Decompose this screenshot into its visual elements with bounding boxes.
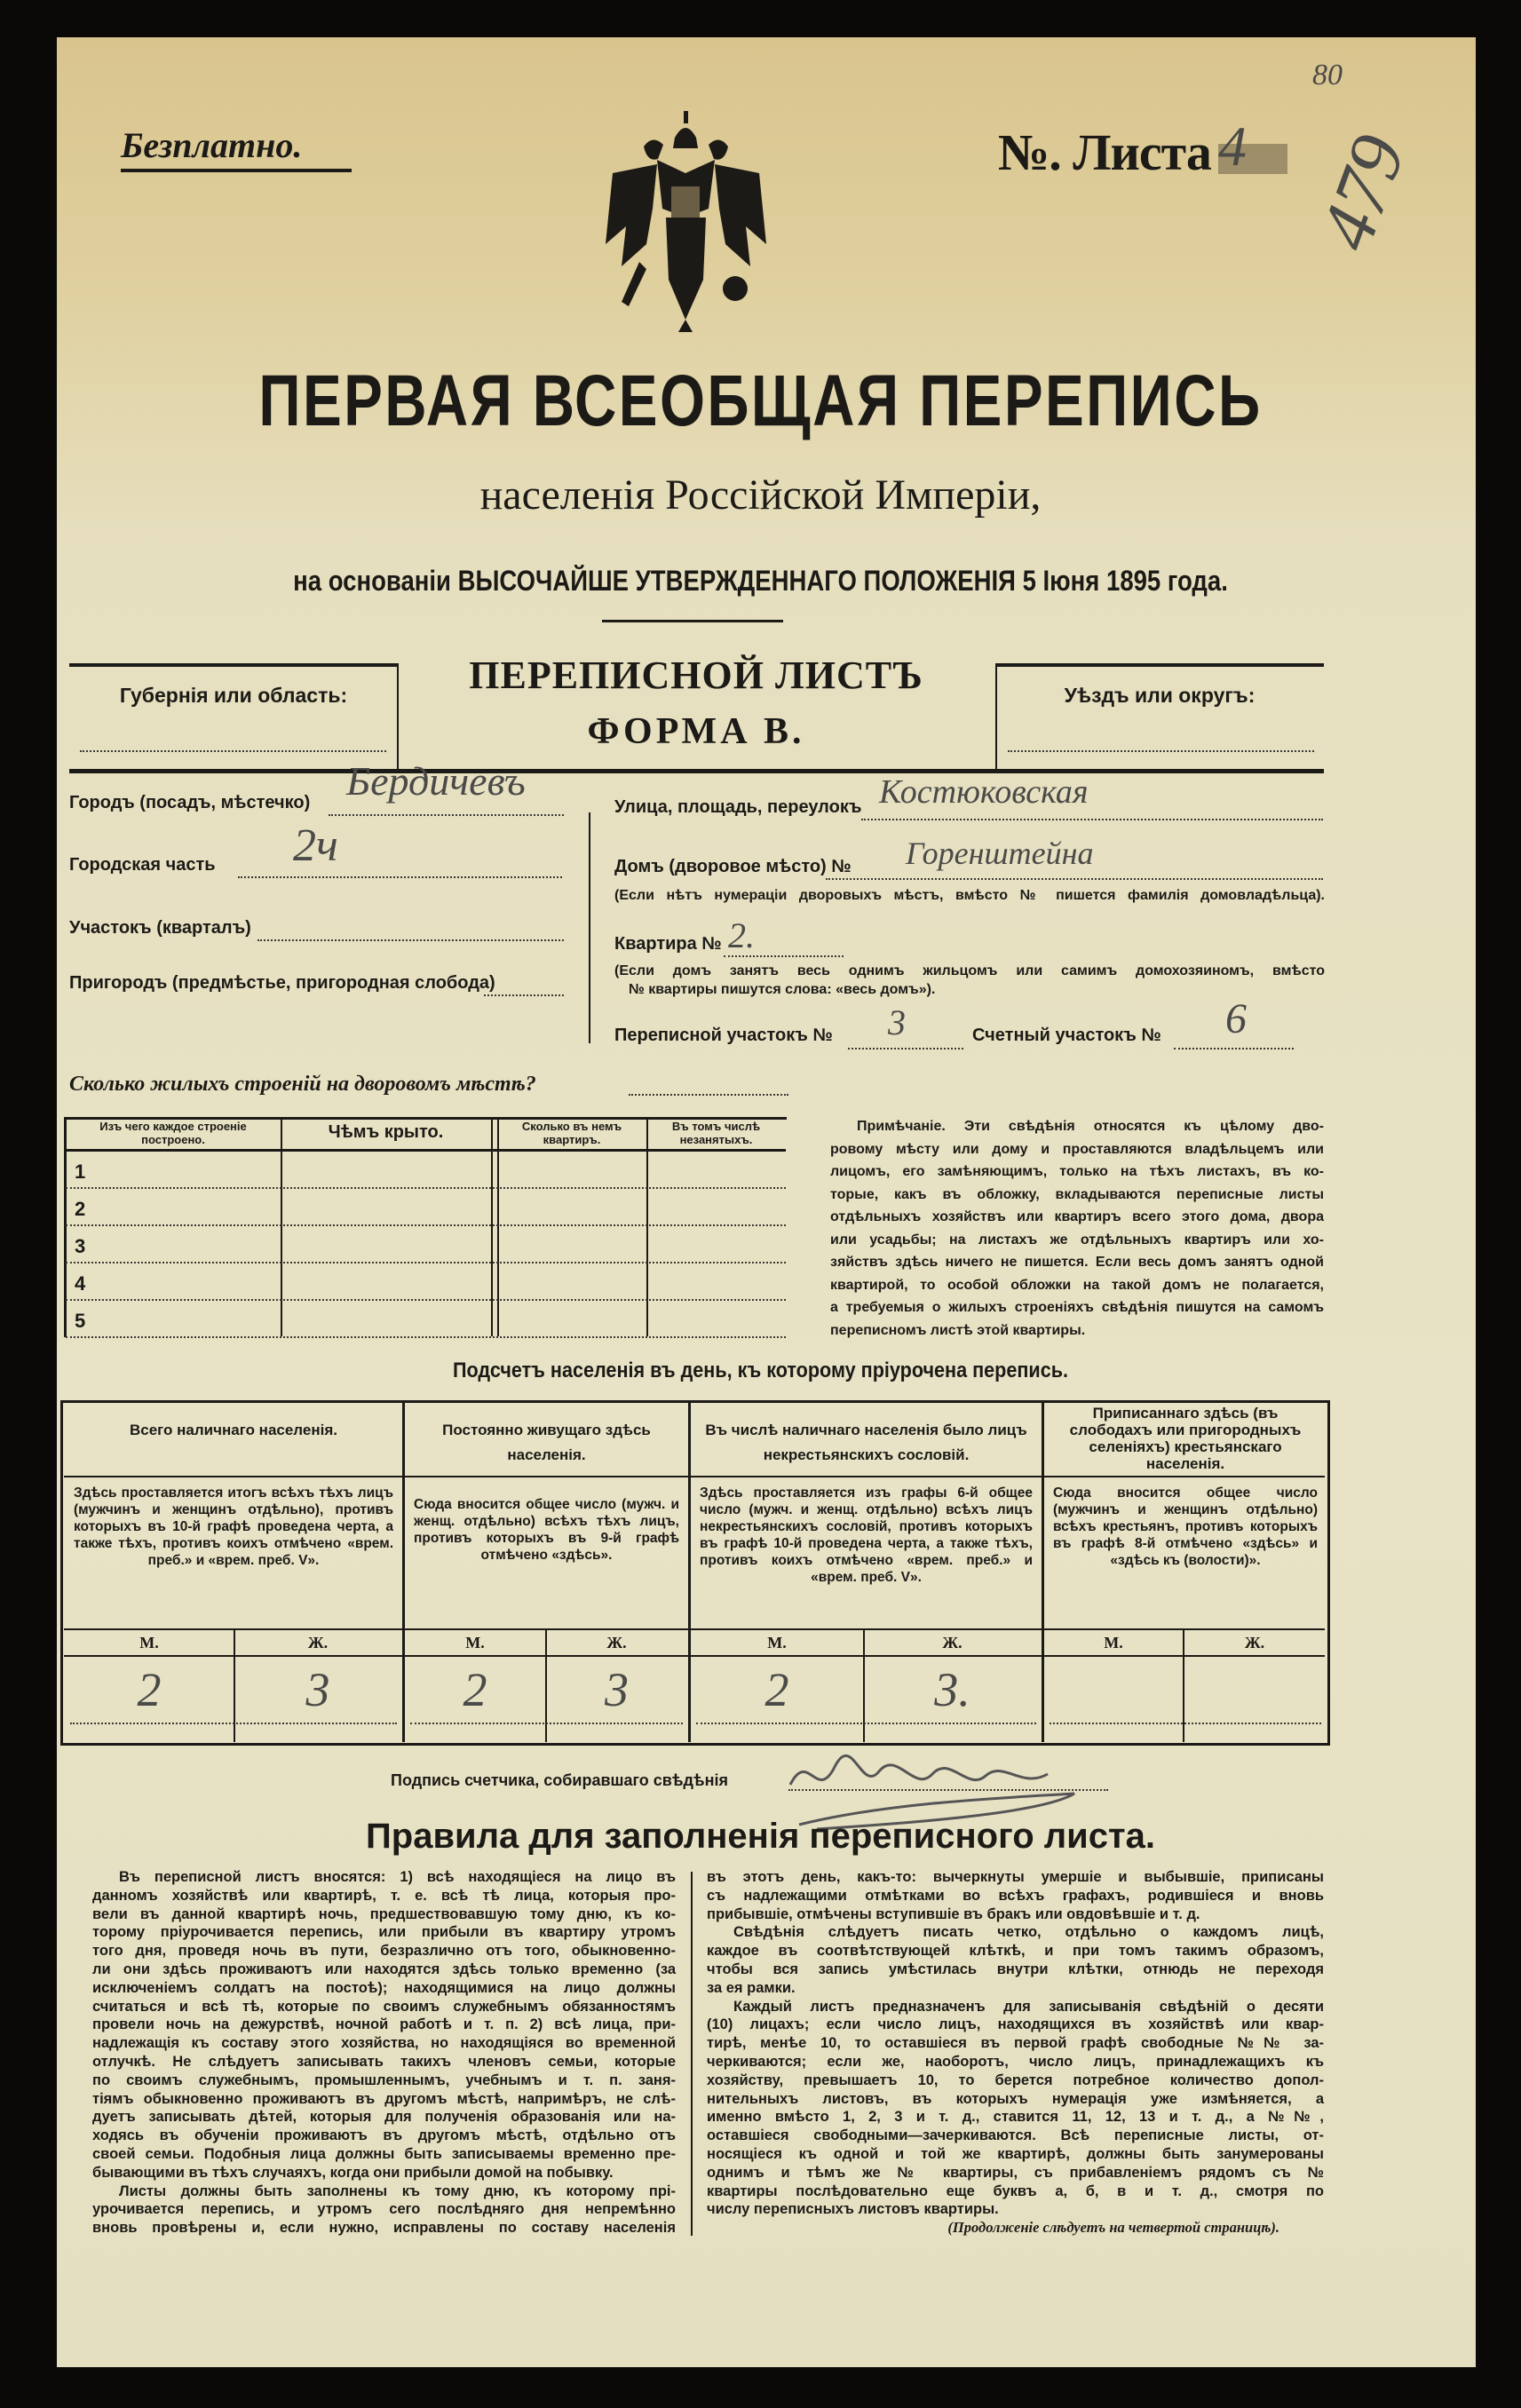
male-label: М. [465,1634,485,1652]
female-count[interactable]: 3. [934,1663,970,1716]
note-block [830,1115,1324,1342]
buildings-count-field[interactable] [629,1094,788,1096]
rules-line: исключеніемъ солдатъ на постоѣ); находящимися на лицо должны [92,1979,676,1996]
title-divider [602,620,783,622]
rules-line: Листы должны быть заполнены къ тому дню, къ которому прі- [119,2182,676,2199]
row-divider [64,1628,1325,1630]
male-count[interactable]: 2 [764,1663,789,1716]
field-input[interactable] [484,994,564,996]
flat-note: (Если домъ занятъ весь однимъ жильцомъ или самимъ домохозяиномъ, вмѣсто [614,963,1325,978]
note-line: а требуемыя о жилыхъ строеніяхъ свѣдѣнія пишутся на самомъ [830,1300,1324,1315]
field-input[interactable] [257,939,564,941]
field-value: Бердичевъ [346,758,526,804]
note-line: отдѣльныхъ хозяйствъ или квартиръ всего этого дома, двора [830,1209,1324,1224]
row-number: 1 [75,1160,86,1183]
field-value: 2ч [293,820,338,871]
rules-line: носящіеся къ одной и той же квартирѣ, должны быть занумерованы [707,2145,1324,2162]
rules-line: тирѣ, менѣе 10, то оставшіеся въ первой графѣ свободные №№ за- [707,2035,1324,2052]
margin-note-side: 479 [1302,123,1422,261]
column-title: Въ числѣ наличнаго населенія было лицъ некрестьянскихъ сословій. [705,1422,1027,1463]
rules-line: дуетъ записывать дѣтей, которыя для полученія образованія или на- [92,2109,676,2126]
flat-value: 2. [728,915,755,955]
row-line[interactable] [66,1336,786,1338]
rules-line: вели въ данной квартирѣ ночь, предшествовавшую тому дню, къ ко- [92,1905,676,1922]
rules-right-column [707,1868,1324,2238]
form-box-right-rule [995,663,1324,667]
province-label: Губернія или область: [119,684,348,707]
male-label: М. [1104,1634,1123,1652]
count-district-label: Счетный участокъ № [972,1026,1161,1045]
note-line: ровому мѣсту или дому и проставляются владѣльцемъ или [830,1141,1324,1157]
female-label: Ж. [307,1634,329,1652]
house-value: Горенштейна [906,836,1094,871]
rules-line: прибывшіе, отмѣчены вступившіе въ бракъ или овдовѣвшіе и т. д. [707,1905,1200,1922]
rules-line: по своимъ служебнымъ, промышленнымъ, учебнымъ и т. п. заня- [92,2071,676,2088]
note-line: квартирой, то особой обложки на такой домъ не полагается, [830,1277,1324,1293]
male-label: М. [767,1634,787,1652]
sheet-number-label: №. Листа [998,123,1211,181]
rules-line: Въ переписной листъ вносятся: 1) всѣ находящіеся на лицо въ [119,1869,676,1885]
column-header: Чѣмъ крыто. [328,1122,444,1142]
street-label: Улица, площадь, переулокъ [614,797,862,817]
header-divider [64,1149,786,1152]
form-title: ПЕРЕПИСНОЙ ЛИСТЪ [469,653,923,697]
rules-line: тіямъ обыкновенно проживаютъ въ другомъ мѣстѣ, напримѣръ, не слѣ- [92,2090,676,2107]
count-district-value: 6 [1225,995,1247,1042]
male-count[interactable]: 2 [137,1663,162,1716]
flat-label: Квартира № [614,934,722,954]
rules-line: черкиваются; если же, наоборотъ, число лицъ, принадлежащихъ къ [707,2053,1324,2070]
female-label: Ж. [942,1634,963,1652]
rules-line: (10) лицахъ; если число лицъ, находящихся въ хозяйствѣ или квар- [707,2016,1324,2033]
form-box-left-rule [69,663,398,667]
row-number: 3 [75,1235,86,1257]
field-label: Пригородъ (предмѣстье, пригородная слобода) [69,973,495,993]
female-label: Ж. [1244,1634,1265,1652]
signature-label: Подпись счетчика, собиравшаго свѣдѣнія [391,1771,728,1789]
rules-line: торому пріурочивается перепись, или прибыли въ квартиру утромъ [92,1924,676,1941]
rules-line: числу переписныхъ листовъ квартиры. [707,2201,999,2218]
form-box-bottom-rule [69,769,1324,773]
note-line: переписномъ листѣ этой квартиры. [830,1322,1086,1338]
page-title: ПЕРВАЯ ВСЕОБЩАЯ ПЕРЕПИСЬ [258,360,1263,441]
rules-left-column [92,1868,676,2238]
rules-line: ли они здѣсь проживаютъ или находятся здѣсь только временно (за [92,1960,676,1977]
row-line[interactable] [66,1224,786,1226]
house-field[interactable] [826,878,1323,880]
rules-line: въ этотъ день, какъ-то: вычеркнуты умершіе и выбывшіе, приписаны [707,1869,1324,1885]
field-label: Городъ (посадъ, мѣстечко) [69,793,311,812]
row-number: 2 [75,1198,86,1220]
rules-line: ходясь въ обученіи проживаютъ въ другомъ мѣстѣ, отдѣльно отъ [92,2127,676,2144]
column-description: Сюда вносится общее число (мужч. и женщ. отдѣльно) всѣхъ тѣхъ лицъ, противъ которыхъ въ 9-й графѣ отмѣчено «здѣсь». [414,1497,679,1563]
note-line: торые, какъ въ обложку, вкладываются переписные листы [830,1186,1324,1202]
form-type: ФОРМА В. [587,711,805,752]
rules-line: урочивается перепись, и утромъ сего послѣдняго дня непремѣнно [92,2201,676,2218]
rules-line: вновь провѣрены и, если нужно, исправлены по составу населенія [92,2220,676,2237]
row-line[interactable] [66,1299,786,1301]
rules-column-divider [691,1872,693,2236]
rules-line: считаться и всѣ тѣ, которые по своимъ служебнымъ обязанностямъ [92,1998,676,2015]
rules-line: данномъ хозяйствѣ или квартирѣ, т. е. всѣ тѣ лица, которыя про- [92,1887,676,1904]
rules-line: бывающими въ тѣхъ случаяхъ, когда они прибыли домой на побывку. [92,2164,614,2181]
rules-line: того дня, проведя ночь въ пути, безразлично отъ того, обыкновенно- [92,1943,676,1960]
sheet-number-value: 4 [1218,115,1247,178]
rules-title: Правила для заполненія переписного листа. [366,1817,1155,1856]
rules-line: именно вмѣсто 1, 2, 3 и т. д., ставится 11, 12, 13 и т. д., а №№, [707,2109,1324,2126]
district-field[interactable] [1008,750,1314,752]
census-district-value: 3 [888,1002,906,1042]
field-input[interactable] [238,876,562,878]
legal-basis: на основаніи ВЫСОЧАЙШЕ УТВЕРЖДЕННАГО ПОЛОЖЕНІЯ 5 Іюня 1895 года. [293,565,1228,597]
row-number: 4 [75,1272,86,1295]
column-description: Сюда вносится общее число (мужчинъ и женщинъ отдѣльно) всѣхъ крестьянъ, противъ которыхъ въ графѣ 8-й отмѣчено «здѣсь» и «здѣсь къ (волости)». [1053,1485,1318,1568]
house-note: (Если нѣтъ нумераціи дворовыхъ мѣстъ, вмѣсто № пишется фамилія домовладѣльца). [614,888,1325,903]
note-line: лицомъ, его замѣняющимъ, только на тѣхъ листахъ, въ ко- [830,1164,1324,1179]
field-input[interactable] [329,814,564,816]
row-line[interactable] [66,1187,786,1189]
row-number: 5 [75,1310,86,1332]
rules-line: хозяйству, превышаетъ 10, то берется потребное количество допол- [707,2071,1324,2088]
rules-line: квартиры послѣдовательно еще буквъ а, б, в и т. д., смотря по [707,2182,1324,2199]
house-label: Домъ (дворовое мѣсто) № [614,857,852,876]
column-title: Всего наличнаго населенія. [130,1422,337,1438]
rules-line: своей семьи. Подобныя лица должны быть записываемы временно пре- [92,2145,676,2162]
street-value: Костюковская [879,773,1089,811]
count-line [410,1723,683,1724]
field-label: Участокъ (кварталъ) [69,918,251,938]
female-count[interactable]: 3 [305,1663,330,1716]
rules-line: отлучкѣ. Не слѣдуетъ записывать такихъ членовъ семьи, которые [92,2053,676,2070]
rules-line: за ея рамки. [707,1979,796,1996]
column-description: Здѣсь проставляется итогъ всѣхъ тѣхъ лицъ (мужчинъ и женщинъ отдѣльно), противъ которыхъ въ 10-й графѣ проведена черта, а также тѣхъ, противъ коихъ отмѣчено «врем. преб.» и «врем. преб. V». [74,1485,393,1568]
column-header: Въ томъ числѣ незанятыхъ. [671,1120,761,1146]
census-district-field[interactable] [848,1048,963,1050]
note-line: Примѣчаніе. Эти свѣдѣнія относятся къ цѣлому дво- [857,1119,1324,1134]
note-line: зяйствъ здѣсь ничего не пишется. Если весь домъ занятъ одной [830,1255,1324,1270]
male-label: М. [139,1634,159,1652]
district-label: Уѣздъ или округъ: [1064,684,1256,707]
rules-line: каждое въ соотвѣтствующей клѣткѣ, и при томъ такимъ образомъ, [707,1943,1324,1960]
rules-line: Свѣдѣнія слѣдуетъ писать четко, отдѣльно о каждомъ лицѣ, [733,1924,1324,1941]
margin-note-top: 80 [1312,59,1343,91]
column-description: Здѣсь проставляется изъ графы 6-й общее число (мужч. и женщ. отдѣльно) всѣхъ лицъ некрестьянскихъ сословій, противъ которыхъ въ графѣ 10-й проведена черта, а также тѣхъ, противъ коихъ отмѣчено «врем. преб.» и «врем. преб. V». [700,1485,1033,1585]
flat-note-continued: № квартиры пишутся слова: «весь домъ»). [629,982,936,997]
rules-line: съ надлежащими отмѣтками во всѣхъ графахъ, родившіеся и вновь [707,1887,1324,1904]
count-district-field[interactable] [1174,1048,1294,1050]
fields-divider [589,812,590,1043]
female-count[interactable]: 3 [605,1663,629,1716]
rules-continuation: (Продолженіе слѣдуетъ на четвертой страницѣ). [947,2219,1279,2237]
population-heading: Подсчетъ населенія въ день, къ которому пріурочена перепись. [453,1358,1068,1382]
free-label-underline [121,169,352,172]
rules-line: надлежащія къ составу этого хозяйства, но находящіяся во временной [92,2035,676,2052]
rules-line: чтобы вся запись умѣстилась внутри клѣтки, отнюдь не переходя [707,1960,1324,1977]
rules-line: оставшіеся свободными—зачеркиваются. Всѣ переписные листы, от- [707,2127,1324,2144]
buildings-question: Сколько жилыхъ строеній на дворовомъ мѣстѣ? [69,1073,536,1096]
rules-line: провели ночь на дежурствѣ, ночной работѣ и т. п. 2) всѣ лица, при- [92,2016,676,2033]
field-label: Городская часть [69,855,216,875]
column-header: Сколько въ немъ квартиръ. [521,1120,622,1146]
form-box-divider [995,663,997,770]
column-title: Постоянно живущаго здѣсь населенія. [442,1422,651,1463]
row-divider [64,1655,1325,1657]
female-label: Ж. [606,1634,627,1652]
count-line [70,1723,397,1724]
row-divider [64,1476,1325,1477]
column-header: Изъ чего каждое строеніе построено. [99,1120,247,1146]
street-field[interactable] [861,819,1323,820]
male-count[interactable]: 2 [463,1663,487,1716]
census-district-label: Переписной участокъ № [614,1026,833,1045]
count-line [1050,1723,1321,1724]
note-line: или усадьбы; на листахъ же отдѣльныхъ квартиръ или хо- [830,1232,1324,1248]
row-line[interactable] [66,1262,786,1263]
rules-line: нительныхъ листовъ, въ которыхъ нумерація уже измѣняется, а [707,2090,1324,2107]
count-line [696,1723,1036,1724]
rules-line: однимъ и тѣмъ же № квартиры, съ прибавленіемъ рядомъ съ № [707,2164,1324,2181]
rules-line: Каждый листъ предназначенъ для записыванія свѣдѣній о десяти [733,1998,1324,2015]
page-subtitle: населенія Россійской Имперіи, [479,471,1042,519]
imperial-eagle-emblem [604,111,768,333]
province-field[interactable] [80,750,386,752]
column-title: Приписаннаго здѣсь (въ слободахъ или пригородныхъ селеніяхъ) крестьянскаго населенія. [1069,1405,1302,1472]
free-label: Безплатно. [121,125,303,165]
